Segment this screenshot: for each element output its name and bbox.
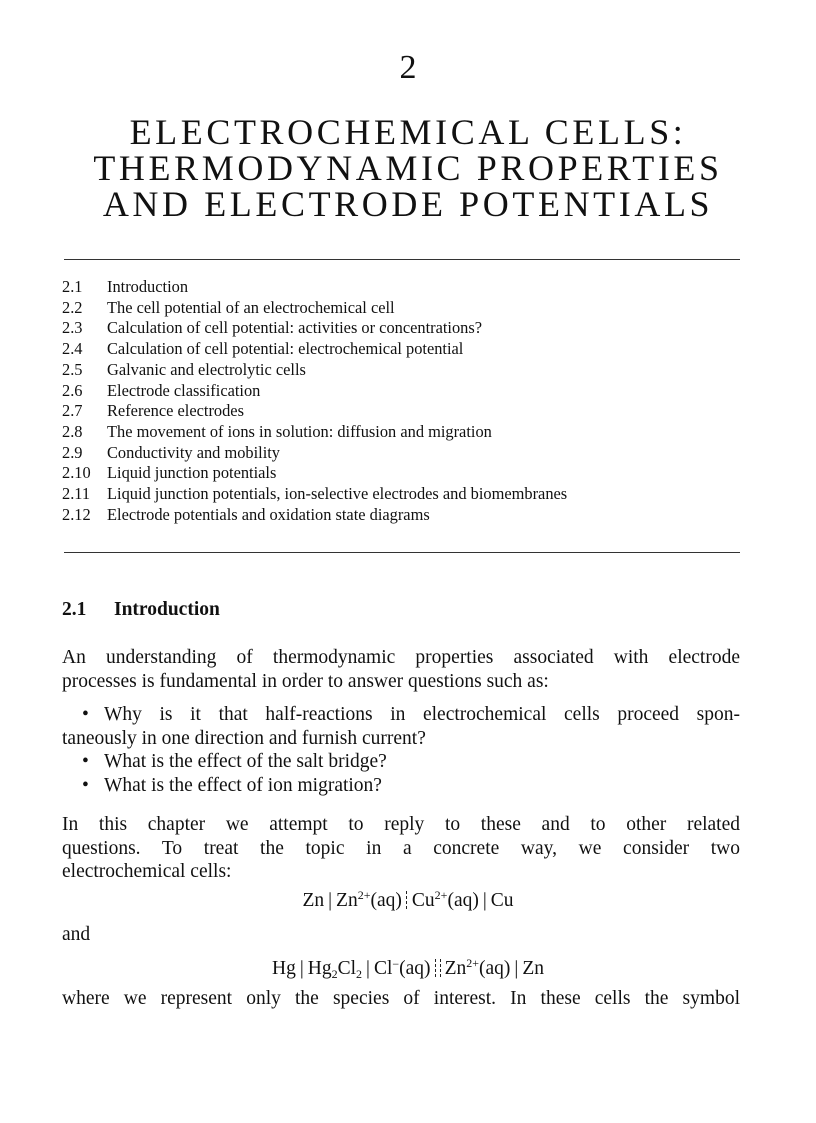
toc-item-title: The cell potential of an electrochemical cell bbox=[107, 297, 395, 317]
phase-boundary: | bbox=[366, 958, 370, 979]
and-text: and bbox=[62, 924, 91, 945]
cell-formula-2 bbox=[0, 957, 816, 981]
toc-item bbox=[62, 277, 752, 298]
bullet-text: Why is it that half-reactions in electrochemical cells proceed spon- bbox=[104, 704, 740, 725]
toc-item bbox=[62, 463, 752, 484]
bullet-text: What is the effect of the salt bridge? bbox=[104, 751, 387, 772]
zn-electrode: Zn bbox=[302, 890, 325, 911]
ion-charge: 2+ bbox=[434, 888, 448, 902]
zn-electrode: Zn bbox=[522, 958, 544, 979]
ion-charge: 2+ bbox=[466, 956, 480, 970]
toc-item-title: Electrode classification bbox=[107, 380, 261, 400]
toc-item-number: 2.9 bbox=[62, 442, 83, 462]
toc-item-number: 2.3 bbox=[62, 318, 83, 338]
bullet-item bbox=[62, 703, 740, 727]
toc-item-number: 2.12 bbox=[62, 504, 91, 524]
chapter-title-line-3: AND ELECTRODE POTENTIALS bbox=[102, 184, 714, 224]
text-line: electrochemical cells: bbox=[62, 861, 232, 882]
toc-item-number: 2.1 bbox=[62, 277, 83, 296]
toc-item-title: Reference electrodes bbox=[107, 401, 244, 421]
subscript: 2 bbox=[356, 967, 363, 981]
bullet-continuation: taneously in one direction and furnish current? bbox=[62, 727, 426, 749]
toc-item bbox=[62, 505, 752, 526]
cl-ion: Cl bbox=[373, 958, 393, 979]
text-line: processes is fundamental in order to answer questions such as: bbox=[62, 670, 549, 692]
top-divider bbox=[64, 259, 740, 260]
text-line: questions. To treat the topic in a concrete way, we consider two bbox=[62, 837, 740, 859]
closing-paragraph bbox=[62, 987, 740, 1011]
bullet-icon: • bbox=[82, 751, 89, 772]
question-list bbox=[62, 703, 740, 797]
toc-item-title: Liquid junction potentials bbox=[107, 463, 277, 483]
hg-electrode: Hg bbox=[272, 958, 296, 979]
toc-item bbox=[62, 484, 752, 505]
chapter-title-line-1: ELECTROCHEMICAL CELLS: bbox=[129, 112, 687, 152]
zn-ion: Zn bbox=[444, 958, 467, 979]
toc-item-number: 2.10 bbox=[62, 463, 91, 483]
aq-label: (aq) bbox=[399, 958, 431, 979]
aq-label: (aq) bbox=[479, 958, 511, 979]
section-title: Introduction bbox=[114, 599, 220, 620]
toc-item-title: Conductivity and mobility bbox=[107, 442, 281, 462]
text-line: In this chapter we attempt to reply to these and to other related bbox=[62, 814, 740, 835]
toc-item-number: 2.5 bbox=[62, 359, 83, 379]
toc-item bbox=[62, 422, 752, 443]
text-line: An understanding of thermodynamic properties associated with electrode bbox=[62, 647, 740, 668]
toc-item-title: Calculation of cell potential: electrochemical potential bbox=[107, 339, 464, 359]
toc-item bbox=[62, 298, 752, 319]
toc-item-title: Introduction bbox=[107, 277, 189, 296]
cu-ion: Cu bbox=[411, 890, 435, 911]
chapter-title-line-2: THERMODYNAMIC PROPERTIES bbox=[93, 148, 723, 188]
toc-item-title: Galvanic and electrolytic cells bbox=[107, 359, 306, 379]
phase-boundary: | bbox=[514, 958, 519, 979]
chapter-number: 2 bbox=[399, 49, 417, 86]
bullet-item bbox=[62, 750, 740, 774]
hg2cl2-hg: Hg bbox=[307, 958, 332, 979]
subscript: 2 bbox=[331, 967, 338, 981]
section-heading bbox=[62, 599, 220, 621]
hg2cl2-cl: Cl bbox=[337, 958, 357, 979]
cell-formula-1 bbox=[0, 889, 816, 913]
toc-item-number: 2.7 bbox=[62, 401, 83, 421]
toc-item bbox=[62, 360, 752, 381]
toc-item-number: 2.4 bbox=[62, 339, 83, 359]
toc-item-number: 2.11 bbox=[62, 484, 91, 504]
section-number: 2.1 bbox=[62, 599, 87, 620]
toc-item-number: 2.2 bbox=[62, 297, 83, 317]
bullet-item bbox=[62, 774, 740, 798]
bottom-divider bbox=[64, 552, 740, 553]
phase-boundary: | bbox=[299, 958, 304, 979]
ion-charge: 2+ bbox=[357, 888, 371, 902]
toc-item-title: Calculation of cell potential: activities or concentrations? bbox=[107, 318, 483, 338]
chapter-paragraph bbox=[62, 813, 740, 884]
chapter-title bbox=[0, 114, 816, 222]
toc-item bbox=[62, 381, 752, 402]
zn-ion: Zn bbox=[336, 890, 358, 911]
toc-item-title: Electrode potentials and oxidation state diagrams bbox=[107, 504, 430, 524]
toc-item bbox=[62, 339, 752, 360]
ion-charge: − bbox=[392, 957, 400, 971]
bullet-text: What is the effect of ion migration? bbox=[104, 774, 382, 796]
toc-item bbox=[62, 318, 752, 339]
table-of-contents bbox=[62, 277, 752, 525]
toc-item-title: The movement of ions in solution: diffusion and migration bbox=[107, 421, 492, 441]
phase-boundary: | bbox=[482, 890, 487, 911]
aq-label: (aq) bbox=[370, 890, 402, 911]
bullet-icon: • bbox=[82, 774, 89, 796]
cu-electrode: Cu bbox=[490, 890, 514, 911]
toc-item-title: Liquid junction potentials, ion-selective electrodes and biomembranes bbox=[107, 484, 568, 504]
salt-bridge-icon bbox=[435, 959, 441, 977]
intro-paragraph bbox=[62, 646, 740, 693]
aq-label: (aq) bbox=[447, 890, 479, 911]
phase-boundary: | bbox=[328, 890, 333, 911]
bullet-icon: • bbox=[82, 704, 89, 725]
porous-junction-icon bbox=[406, 891, 408, 909]
toc-item-number: 2.8 bbox=[62, 421, 83, 441]
toc-item bbox=[62, 401, 752, 422]
text-line: where we represent only the species of interest. In these cells the symbol bbox=[62, 988, 740, 1009]
toc-item bbox=[62, 443, 752, 464]
toc-item-number: 2.6 bbox=[62, 380, 83, 400]
